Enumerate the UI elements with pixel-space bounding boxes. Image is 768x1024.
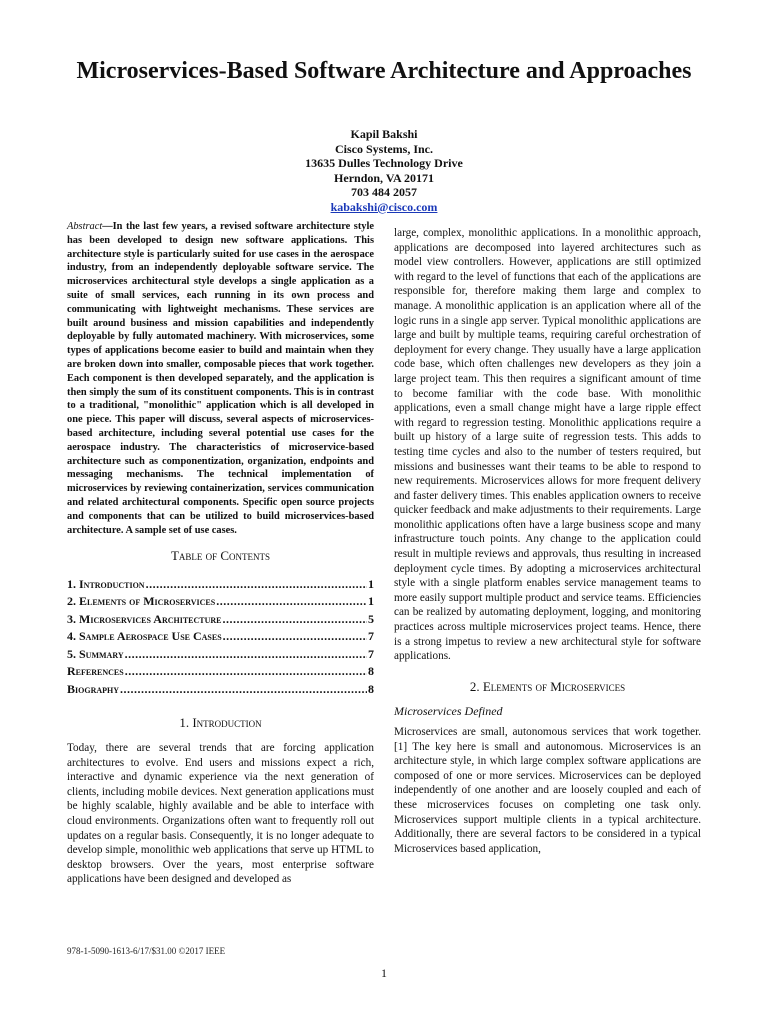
right-column xyxy=(394,226,701,856)
toc-item-use-cases[interactable]: 4. Sample Aerospace Use Cases ..... 7 xyxy=(67,628,374,646)
table-of-contents xyxy=(67,576,374,699)
author-name: Kapil Bakshi xyxy=(350,127,418,141)
author-phone: 703 484 2057 xyxy=(351,185,417,199)
elements-text: Microservices are small, autonomous services that work together. [1] The key here is small and autonomous. Microservices is an architecture style, in which large complex software applications are composed of one or more services. Microservices can be deployed independently of one another and are loosely coupled and each of these microservices focuses on completing one task only. Microservices support multiple clients in a typical architecture. Additionally, there are several factors to be considered in a typical Microservices based application, xyxy=(394,726,701,855)
toc-item-introduction[interactable]: 1. Introduction ..... 1 xyxy=(67,576,374,594)
abstract xyxy=(67,220,374,537)
toc-item-architecture[interactable]: 3. Microservices Architecture ..... 5 xyxy=(67,611,374,629)
toc-item-elements[interactable]: 2. Elements of Microservices ..... 1 xyxy=(67,593,374,611)
section-heading-elements: 2. Elements of Microservices xyxy=(469,678,626,694)
author-org: Cisco Systems, Inc. xyxy=(335,141,433,156)
introduction-text: Today, there are several trends that are forcing application architectures to evolve. End users and missions expect a rich, interactive and dynamic experience via the next generation of clients, including mobile devices. Next generation applications must be highly scalable, highly available and be able to interface with cloud environments. Organizations often want to frequently roll out updates on a regular basis. Consequently, it is no longer adequate to develop simple, monolithic web applications that serve up HTML to desktop browsers. Over the years, most enterprise software applications have been designed and developed as xyxy=(67,742,374,886)
copyright-footer: 978-1-5090-1613-6/17/$31.00 ©2017 IEEE xyxy=(67,946,226,956)
toc-item-biography[interactable]: Biography ..... 8 xyxy=(67,681,374,699)
section-heading-introduction: 1. Introduction xyxy=(179,715,262,731)
monolithic-paragraph: large, complex, monolithic applications. In a monolithic approach, applications are decomposed into layered architectures such as model view controllers. However, applications are still optimized with regard to the level of functions that each of the applications are responsible for, therefore making them large and complex to manage. A monolithic application is an application where all of the logic runs in a single app server. Typical monolithic applications are large and built by multiple teams, requiring careful orchestration of deployment for every change. They usually have a large application code base, which often challenges new developers as they join a large project team. This then requires a significant amount of time to become familiar with the code base. With monolithic applications, even a small change might have a large ripple effect with regard to regression testing. Monolithic applications require a built up history of a large suite of regression tests. This adds to testing time cycles and also to the number of testers required, but missions and businesses want their teams to be able to respond to new requirements. Microservices allows for more frequent delivery and faster delivery times. This enables application owners to receive quicker feedback and make adjustments to their requirements. Large monolithic applications often have a large business scope and many infrastructure touch points. Any change to the application could result in multiple reviews and approvals, thus resulting in increased deployment cycle times. By adopting a microservices architectural style with a single platform enables service management teams to more easily support multiple product and service teams. Efficiencies can be realized by automating deployment, logging, and monitoring practices across multiple microservices project teams. Hence, there is a strong impetus to review a new architectural style for software applications. xyxy=(394,227,701,663)
author-city: Herndon, VA 20171 xyxy=(334,170,434,185)
paper-title: Microservices-Based Software Architecture and Approaches xyxy=(76,58,692,84)
abstract-lead: Abstract xyxy=(67,221,103,232)
left-column xyxy=(67,220,374,887)
author-block xyxy=(184,127,584,214)
toc-item-references[interactable]: References ..... 8 xyxy=(67,663,374,681)
author-email-link[interactable]: kabakshi@cisco.com xyxy=(330,199,438,214)
abstract-text: —In the last few years, a revised software architecture style has been developed to design new software applications. This architecture style is particularly suited for use cases in the aerospace industry, from an independently deployable software service. The microservices architectural style develops a single application as a suite of small services, each running in its own process and communicating with lightweight mechanisms. These services are built around business and mission capabilities and independently deployable by fully automated machinery. With microservices, some types of applications become easier to build and maintain when they are broken down into smaller, composable pieces that work together. Each component is then developed separately, and the application is then simply the sum of its constituent components. This is in contrast to a traditional, "monolithic" application which is all developed in one piece. This paper will discuss, several aspects of microservices-based architecture, including several potential use cases for the aerospace industry. The characteristics of microservice-based architecture such as componentization, organization, endpoints and messaging mechanisms. The technical implementation of microservices by reviewing containerization, services communication and related architectural components. Specific open source projects and components that can be utilized to build microservices-based architecture. A sample set of use cases. xyxy=(67,221,374,536)
author-street: 13635 Dulles Technology Drive xyxy=(305,156,463,170)
toc-item-summary[interactable]: 5. Summary ..... 7 xyxy=(67,646,374,664)
subheading-microservices-defined: Microservices Defined xyxy=(394,704,503,719)
page-number: 1 xyxy=(381,966,387,980)
toc-heading: Table of Contents xyxy=(170,548,271,564)
